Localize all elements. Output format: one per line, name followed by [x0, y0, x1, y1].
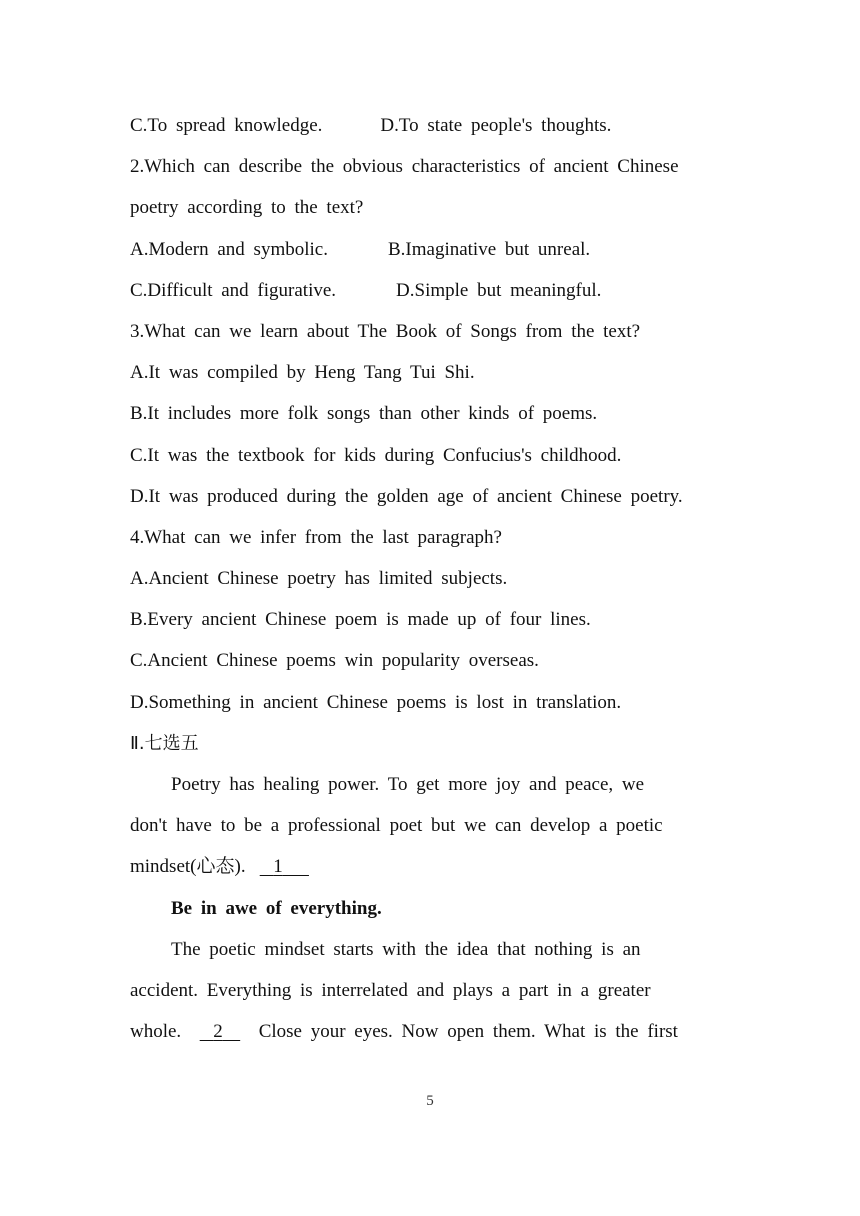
blank-1-number: 1 [273, 856, 283, 878]
passage-para2-line2: accident. Everything is interrelated and plays a part in a greater [130, 979, 651, 1001]
q3-stem: 3.What can we learn about The Book of Songs from the text? [130, 320, 641, 342]
q1-option-c: C.To spread knowledge. [130, 115, 323, 136]
q4-option-a: A.Ancient Chinese poetry has limited subjects. [130, 568, 508, 590]
answer-blank-1[interactable] [258, 851, 310, 883]
passage-para1-line2: don't have to be a professional poet but we can develop a poetic [130, 815, 663, 837]
passage-para2-line3-start: whole. [130, 1021, 182, 1043]
q2-stem-line1: 2.Which can describe the obvious characteristics of ancient Chinese [130, 156, 679, 178]
q1-options-cd [130, 110, 730, 151]
q3-option-b: B.It includes more folk songs than other kinds of poems. [130, 403, 598, 425]
passage-para1-line3 [130, 851, 730, 892]
q1-option-d: D.To state people's thoughts. [380, 115, 612, 136]
section-heading: Ⅱ.七选五 [130, 732, 199, 754]
page-content [130, 110, 730, 1057]
passage-para2-line3-end: Close your eyes. Now open them. What is the first [258, 1021, 678, 1043]
blank-2-number: 2 [213, 1021, 223, 1043]
q2-options-ab [130, 234, 730, 275]
passage-para1-line1: Poetry has healing power. To get more joy and peace, we [171, 774, 645, 795]
q4-option-d: D.Something in ancient Chinese poems is lost in translation. [130, 691, 622, 713]
q4-option-b: B.Every ancient Chinese poem is made up of four lines. [130, 609, 591, 631]
q4-stem: 4.What can we infer from the last paragraph? [130, 526, 502, 548]
q2-option-a: A.Modern and symbolic. [130, 238, 328, 260]
q3-option-c: C.It was the textbook for kids during Confucius's childhood. [130, 444, 622, 466]
passage-para1-line3-text: mindset(心态). [130, 856, 246, 878]
passage-para2-line1: The poetic mindset starts with the idea that nothing is an [171, 938, 641, 960]
q2-option-b: B.Imaginative but unreal. [387, 238, 591, 260]
q2-option-d: D.Simple but meaningful. [396, 279, 602, 301]
passage-para2-line3 [130, 1016, 730, 1057]
passage-subheading: Be in awe of everything. [171, 897, 382, 919]
page-number: 5 [426, 1093, 434, 1109]
q4-option-c: C.Ancient Chinese poems win popularity overseas. [130, 650, 539, 672]
q2-options-cd [130, 275, 730, 316]
q2-stem-line2: poetry according to the text? [130, 197, 364, 219]
q2-option-c: C.Difficult and figurative. [130, 279, 337, 301]
q3-option-a: A.It was compiled by Heng Tang Tui Shi. [130, 362, 475, 384]
answer-blank-2[interactable] [194, 1016, 246, 1048]
q3-option-d: D.It was produced during the golden age of ancient Chinese poetry. [130, 485, 683, 507]
